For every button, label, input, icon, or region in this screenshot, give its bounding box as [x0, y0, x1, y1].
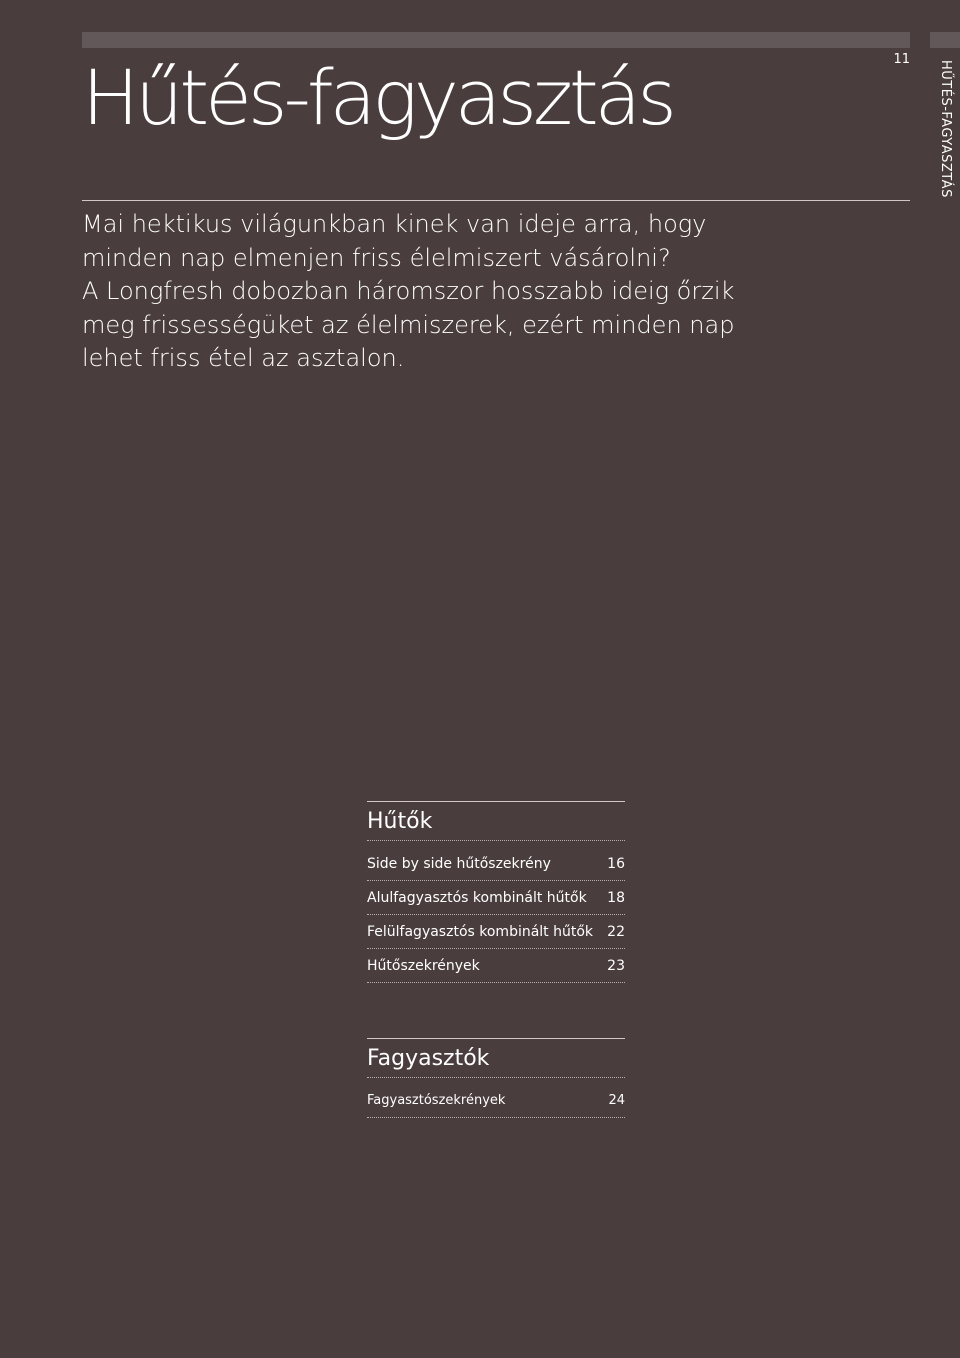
toc-item[interactable]: [367, 1084, 625, 1118]
intro-paragraph: [82, 208, 782, 376]
page-title: Hűtés-fagyasztás: [82, 53, 673, 142]
page-number: 11: [893, 52, 910, 67]
toc-item[interactable]: [367, 847, 625, 881]
toc-heading: Fagyasztók: [367, 1045, 625, 1078]
toc-item-page: 24: [608, 1093, 625, 1108]
intro-line: lehet friss étel az asztalon.: [82, 344, 405, 372]
toc-section-hutok: [367, 801, 625, 983]
intro-line: Mai hektikus világunkban kinek van ideje arra, hogy: [82, 210, 707, 238]
toc-item-label: Hűtőszekrények: [367, 957, 480, 974]
toc-item-page: 22: [607, 923, 625, 940]
toc-item-label: Fagyasztószekrények: [367, 1093, 506, 1108]
toc-divider: [367, 1038, 625, 1039]
header-bar-tab: [930, 32, 960, 48]
toc-item-page: 18: [607, 889, 625, 906]
toc-item[interactable]: [367, 949, 625, 983]
intro-line: A Longfresh dobozban háromszor hosszabb ideig őrzik: [82, 277, 735, 305]
toc-item[interactable]: [367, 881, 625, 915]
toc-heading: Hűtők: [367, 808, 625, 841]
header-bar: [82, 32, 910, 48]
toc-item-page: 23: [607, 957, 625, 974]
intro-line: meg frissességüket az élelmiszerek, ezért minden nap: [82, 310, 735, 339]
toc-item-page: 16: [607, 855, 625, 872]
toc-item-label: Side by side hűtőszekrény: [367, 855, 551, 872]
toc-divider: [367, 801, 625, 802]
title-divider: [82, 200, 910, 201]
intro-line: minden nap elmenjen friss élelmiszert vásárolni?: [82, 243, 671, 272]
toc-item-label: Alulfagyasztós kombinált hűtők: [367, 889, 587, 906]
toc-item[interactable]: [367, 915, 625, 949]
toc-item-label: Felülfagyasztós kombinált hűtők: [367, 923, 594, 940]
toc-section-fagyasztok: [367, 1038, 625, 1118]
section-side-label: HŰTÉS-FAGYASZTÁS: [938, 60, 953, 198]
